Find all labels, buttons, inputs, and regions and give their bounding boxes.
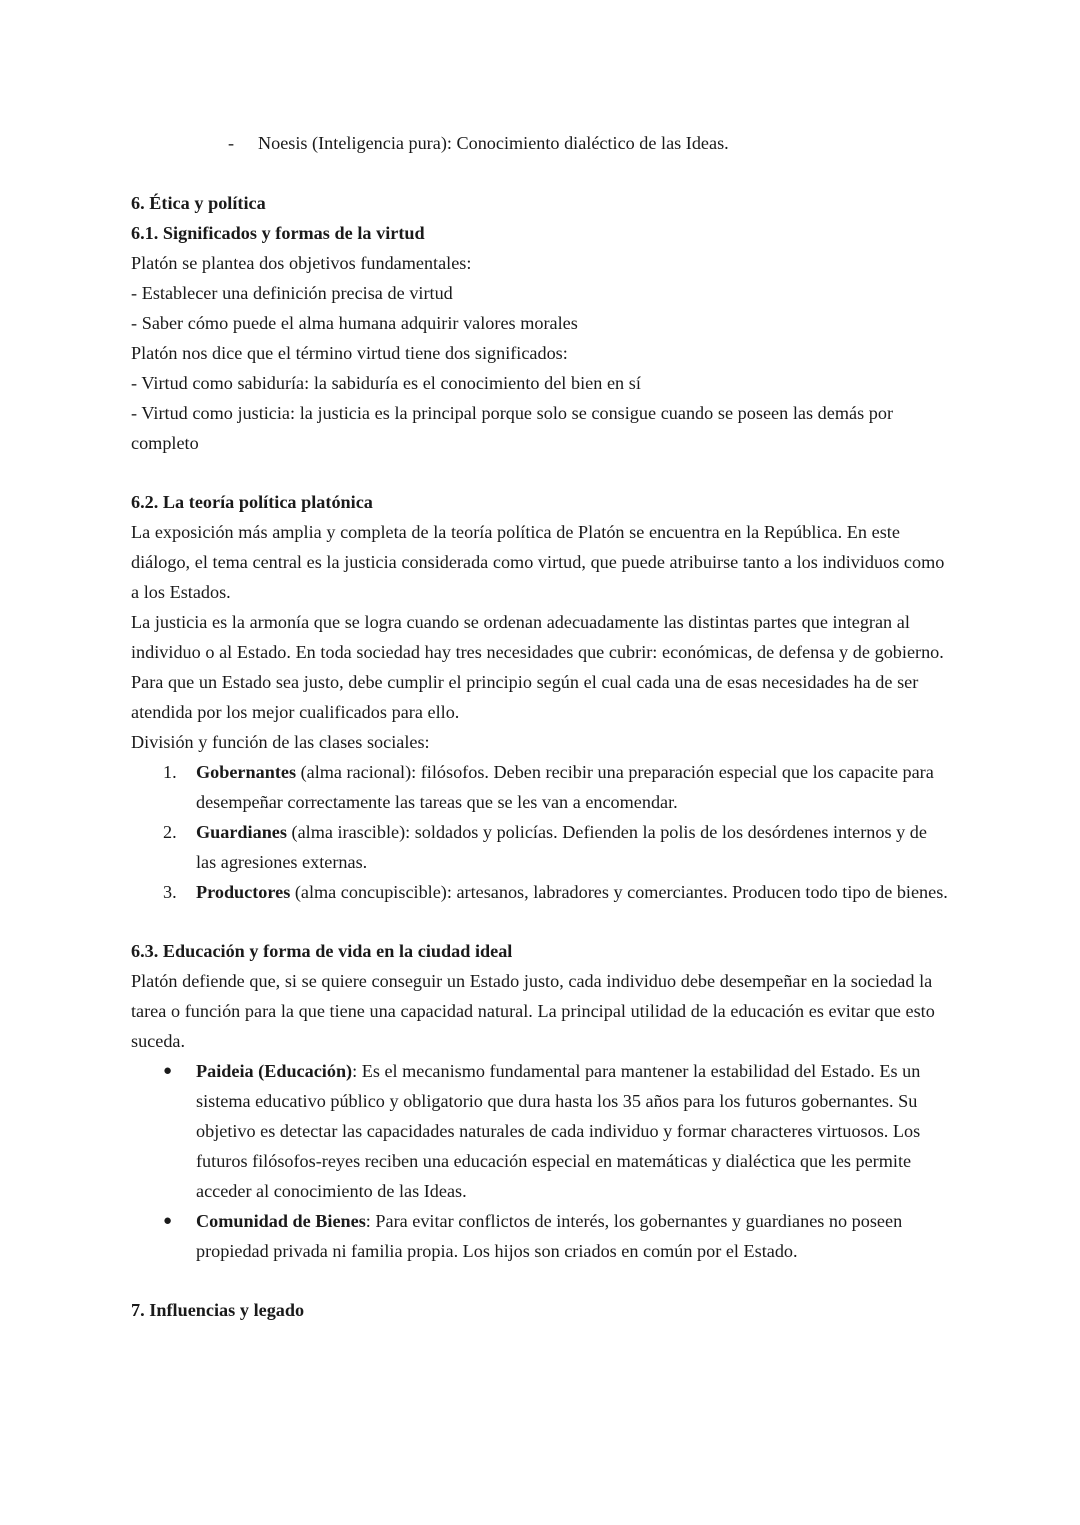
paragraph: Platón se plantea dos objetivos fundamentales: <box>131 253 472 273</box>
paragraph: División y función de las clases sociales: <box>131 732 430 752</box>
paragraph: - Virtud como sabiduría: la sabiduría es el conocimiento del bien en sí <box>131 373 641 393</box>
subsection-heading-6-3: 6.3. Educación y forma de vida en la ciudad ideal <box>131 941 513 961</box>
paragraph: - Establecer una definición precisa de virtud <box>131 283 453 303</box>
list-item-term: Productores <box>196 882 291 902</box>
list-item-term: Gobernantes <box>196 762 297 782</box>
bullet-marker: ● <box>163 1063 173 1079</box>
spacer <box>131 907 949 936</box>
paragraph: - Virtud como justicia: la justicia es la principal porque solo se consigue cuando se poseen las demás por completo <box>131 403 894 453</box>
list-item <box>131 757 949 817</box>
list-item <box>131 1206 949 1266</box>
paragraph: La justicia es la armonía que se logra cuando se ordenan adecuadamente las distintas partes que integran al individuo o al Estado. En toda sociedad hay tres necesidades que cubrir: económicas, de defensa y de gobierno. Para que un Estado sea justo, debe cumplir el principio según el cual cada una de esas necesidades ha de ser atendida por los mejor cualificados para ello. <box>131 612 944 722</box>
list-item-text <box>196 817 949 877</box>
section-heading-7: 7. Influencias y legado <box>131 1300 305 1320</box>
paragraph: - Saber cómo puede el alma humana adquirir valores morales <box>131 313 578 333</box>
list-marker: 3. <box>163 882 177 902</box>
spacer <box>131 158 949 188</box>
list-item-term: Comunidad de Bienes <box>196 1211 366 1231</box>
subsection-heading-6-1: 6.1. Significados y formas de la virtud <box>131 223 425 243</box>
list-marker: 1. <box>163 762 177 782</box>
list-item <box>131 877 949 907</box>
list-item-term: Paideia (Educación) <box>196 1061 353 1081</box>
education-list <box>131 1056 949 1266</box>
class-division-list <box>131 757 949 907</box>
spacer <box>131 1266 949 1295</box>
dash-marker: - <box>228 133 235 153</box>
list-item <box>131 1056 949 1206</box>
list-marker: 2. <box>163 822 177 842</box>
list-item-desc: (alma concupiscible): artesanos, labradores y comerciantes. Producen todo tipo de bienes. <box>290 882 948 902</box>
document-body <box>131 128 949 1325</box>
paragraph: Platón defiende que, si se quiere conseguir un Estado justo, cada individuo debe desempeñar en la sociedad la tarea o función para la que tiene una capacidad natural. La principal utilidad de la educación es evitar que esto suceda. <box>131 971 935 1051</box>
list-item <box>131 817 949 877</box>
section-heading-6: 6. Ética y política <box>131 193 266 213</box>
list-item-desc: (alma racional): filósofos. Deben recibir una preparación especial que los capacite para desempeñar correctamente las tareas que se les van a encomendar. <box>196 762 934 812</box>
list-item-desc: : Es el mecanismo fundamental para mantener la estabilidad del Estado. Es un sistema educativo público y obligatorio que dura hasta los 35 años para los futuros gobernantes. Su objetivo es detectar las capacidades naturales de cada individuo y formar characteres virtuosos. Los futuros filósofos-reyes reciben una educación especial en matemáticas y dialéctica que les permite acceder al conocimiento de las Ideas. <box>196 1061 921 1201</box>
list-item-text <box>196 1206 949 1266</box>
list-item-text <box>196 1056 949 1206</box>
list-item-text: Noesis (Inteligencia pura): Conocimiento dialéctico de las Ideas. <box>258 133 729 153</box>
paragraph: La exposición más amplia y completa de la teoría política de Platón se encuentra en la República. En este diálogo, el tema central es la justicia considerada como virtud, que puede atribuirse tanto a los individuos como a los Estados. <box>131 522 945 602</box>
list-item-desc: : Para evitar conflictos de interés, los gobernantes y guardianes no poseen propiedad privada ni familia propia. Los hijos son criados en común por el Estado. <box>196 1211 903 1261</box>
list-item-text <box>196 877 949 907</box>
paragraph: Platón nos dice que el término virtud tiene dos significados: <box>131 343 568 363</box>
list-item-term: Guardianes <box>196 822 287 842</box>
list-item-desc: (alma irascible): soldados y policías. Defienden la polis de los desórdenes internos y de las agresiones externas. <box>196 822 927 872</box>
list-item-text <box>196 757 949 817</box>
subsection-heading-6-2: 6.2. La teoría política platónica <box>131 492 373 512</box>
spacer <box>131 458 949 487</box>
bullet-marker: ● <box>163 1213 173 1229</box>
list-item <box>131 128 949 158</box>
